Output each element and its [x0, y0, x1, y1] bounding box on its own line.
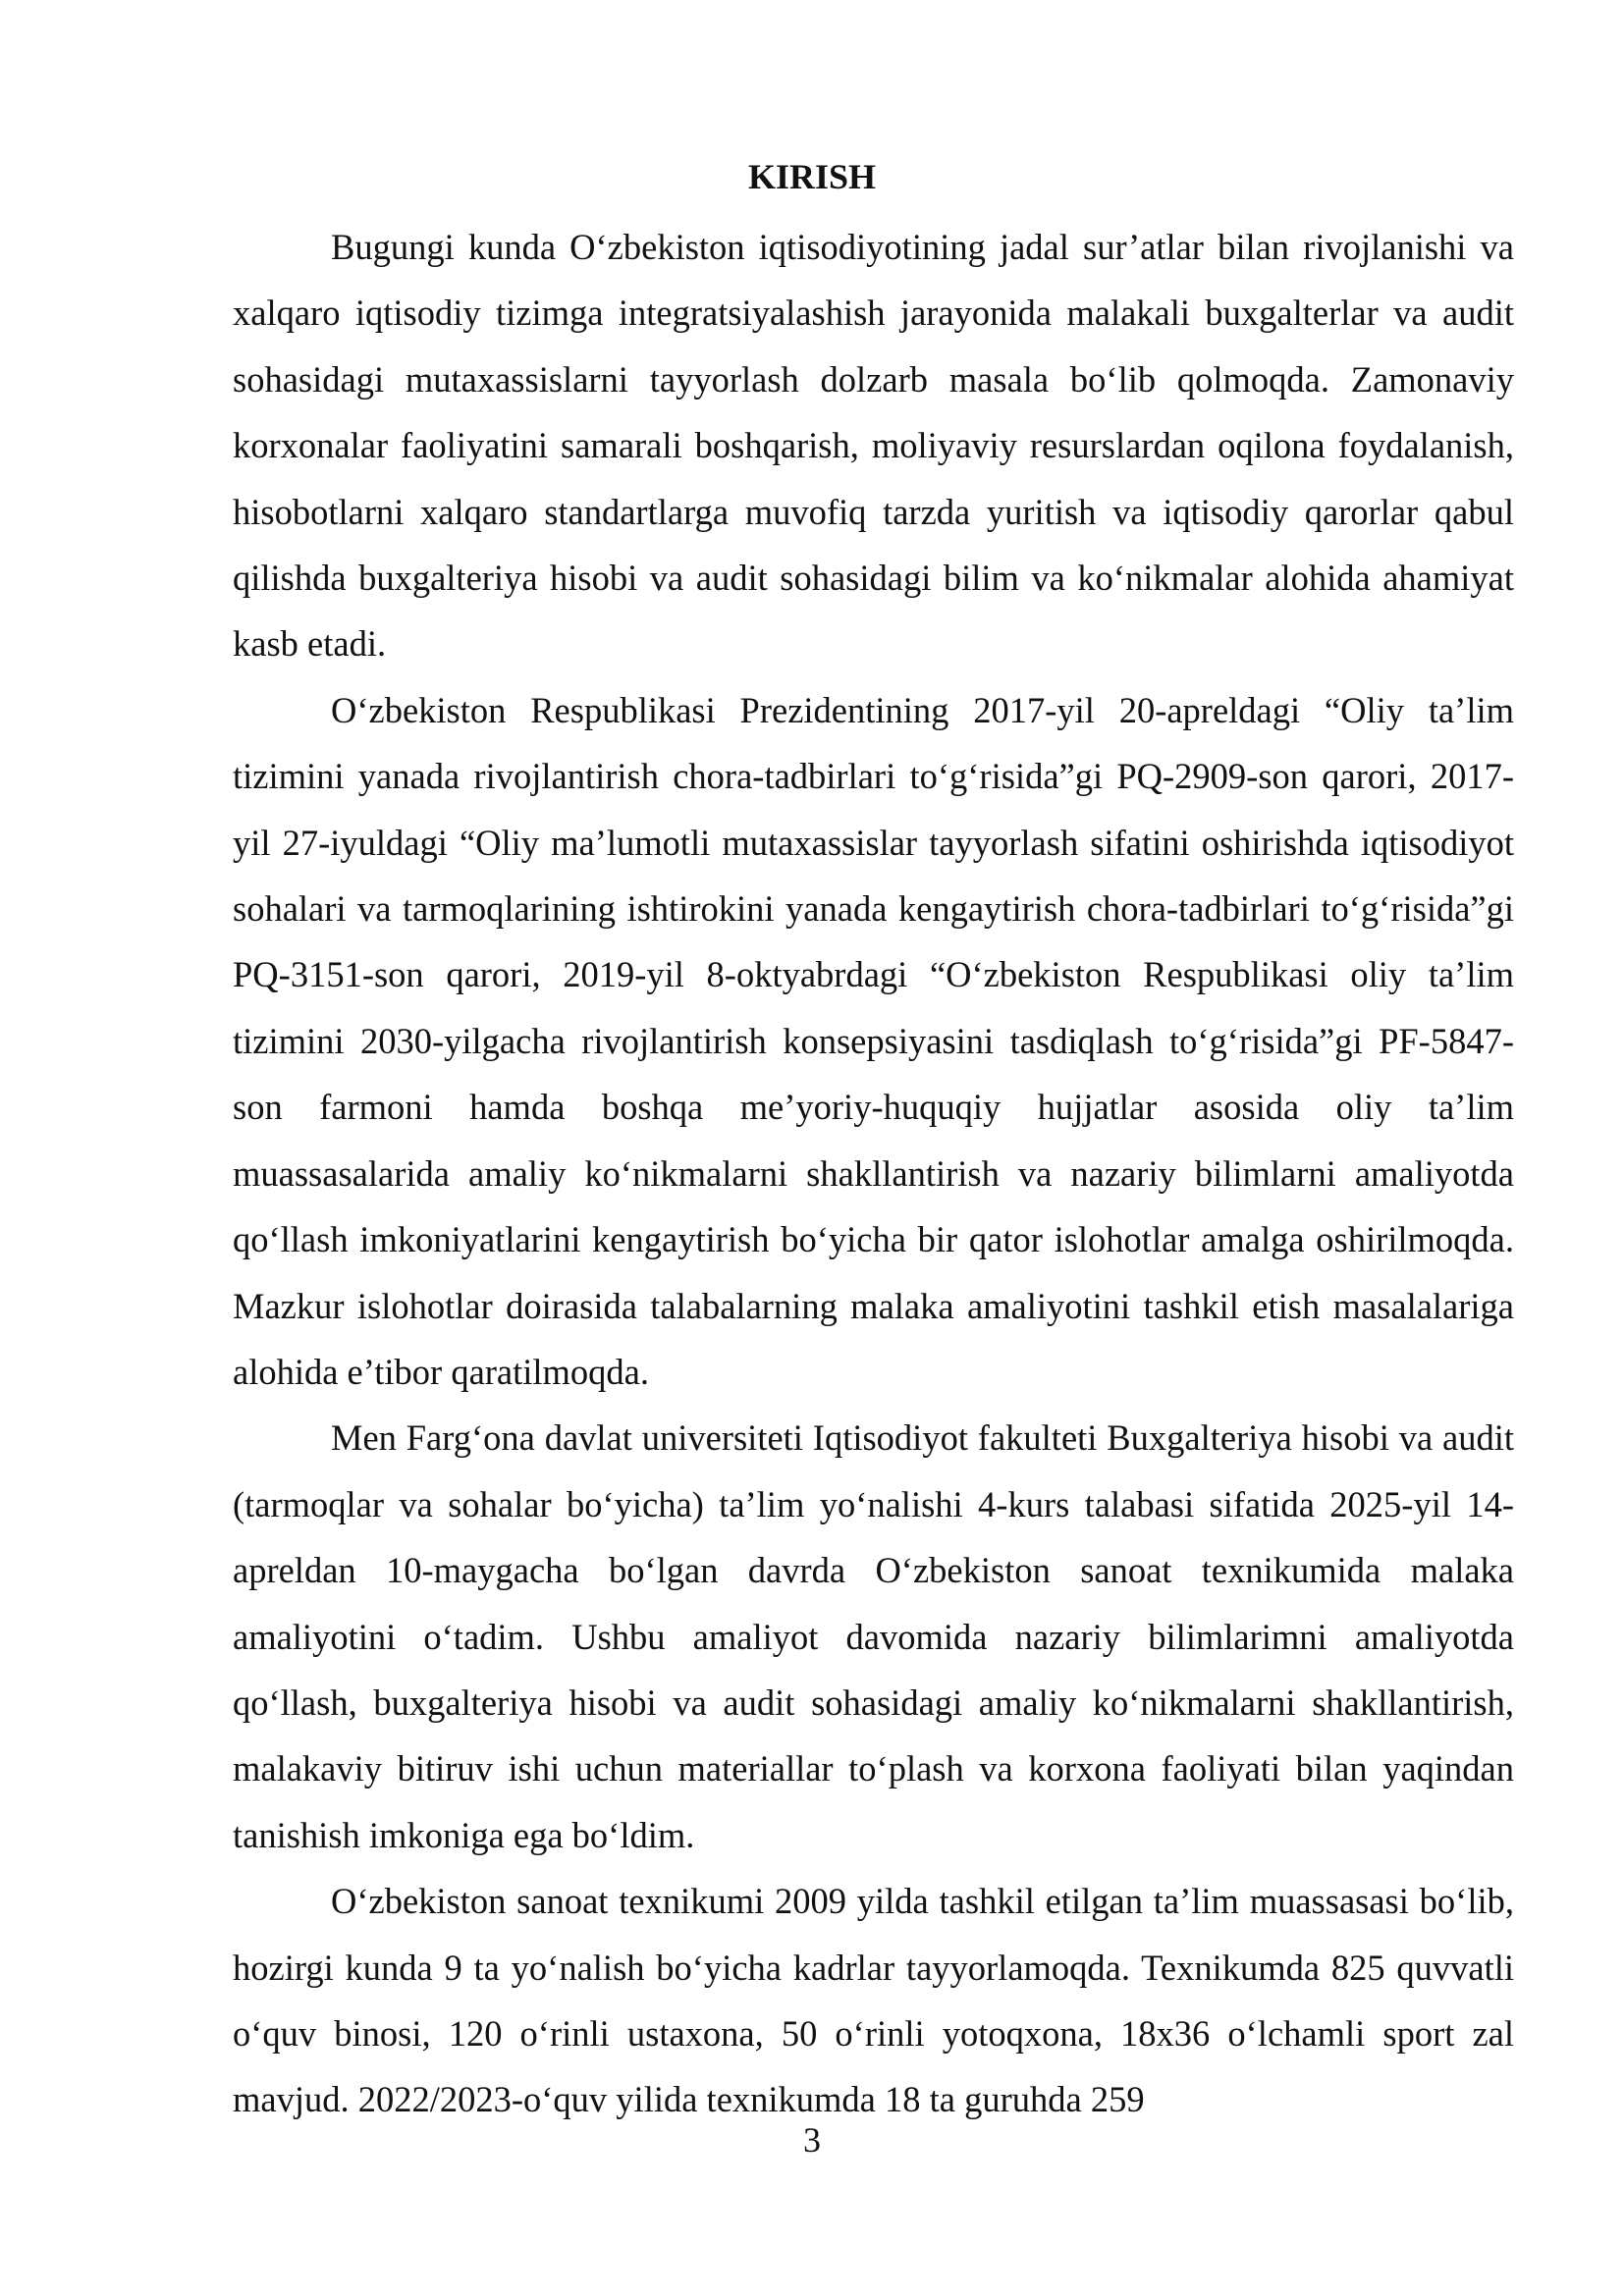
paragraph-1: Bugungi kunda O‘zbekiston iqtisodiyotining jadal sur’atlar bilan rivojlanishi va xalqaro iqtisodiy tizimga integratsiyalashish jarayonida malakali buxgalterlar va audit sohasidagi mutaxassislarni tayyorlash dolzarb masala bo‘lib qolmoqda. Zamonaviy korxonalar faoliyatini samarali boshqarish, moliyaviy resurslardan oqilona foydalanish, hisobotlarni xalqaro standartlarga muvofiq tarzda yuritish va iqtisodiy qarorlar qabul qilishda buxgalteriya hisobi va audit sohasidagi bilim va ko‘nikmalar alohida ahamiyat kasb etadi. — [233, 227, 1514, 665]
paragraph-4: O‘zbekiston sanoat texnikumi 2009 yilda tashkil etilgan ta’lim muassasasi bo‘lib, hozirgi kunda 9 ta yo‘nalish bo‘yicha kadrlar tayyorlamoqda. Texnikumda 825 quvvatli o‘quv binosi, 120 o‘rinli ustaxona, 50 o‘rinli yotoqxona, 18x36 o‘lchamli sport zal mavjud. 2022/2023-o‘quv yilida texnikumda 18 ta guruhda 259 — [233, 1881, 1514, 2120]
paragraph-3: Men Farg‘ona davlat universiteti Iqtisodiyot fakulteti Buxgalteriya hisobi va audit (tarmoqlar va sohalar bo‘yicha) ta’lim yo‘nalishi 4-kurs talabasi sifatida 2025-yil 14-apreldan 10-maygacha bo‘lgan davrda O‘zbekiston sanoat texnikumida malaka amaliyotini o‘tadim. Ushbu amaliyot davomida nazariy bilimlarimni amaliyotda qo‘llash, buxgalteriya hisobi va audit sohasidagi amaliy ko‘nikmalarni shakllantirish, malakaviy bitiruv ishi uchun materiallar to‘plash va korxona faoliyati bilan yaqindan tanishish imkoniga ega bo‘ldim. — [233, 1417, 1514, 1855]
page-title: KIRISH — [747, 157, 877, 196]
paragraph-2: O‘zbekiston Respublikasi Prezidentining 2017-yil 20-apreldagi “Oliy ta’lim tizimini yanada rivojlantirish chora-tadbirlari to‘g‘risida”gi PQ-2909-son qarori, 2017-yil 27-iyuldagi “Oliy ma’lumotli mutaxassislar tayyorlash sifatini oshirishda iqtisodiyot sohalari va tarmoqlarining ishtirokini yanada kengaytirish chora-tadbirlari to‘g‘risida”gi PQ-3151-son qarori, 2019-yil 8-oktyabrdagi “O‘zbekiston Respublikasi oliy ta’lim tizimini 2030-yilgacha rivojlantirish konsepsiyasini tasdiqlash to‘g‘risida”gi PF-5847-son farmoni hamda boshqa me’yoriy-huquqiy hujjatlar asosida oliy ta’lim muassasalarida amaliy ko‘nikmalarni shakllantirish va nazariy bilimlarni amaliyotda qo‘llash imkoniyatlarini kengaytirish bo‘yicha bir qator islohotlar amalga oshirilmoqda. Mazkur islohotlar doirasida talabalarning malaka amaliyotini tashkil etish masalalariga alohida e’tibor qaratilmoqda. — [233, 689, 1514, 1392]
body-text — [233, 214, 1514, 2133]
page-number: 3 — [803, 2120, 821, 2160]
